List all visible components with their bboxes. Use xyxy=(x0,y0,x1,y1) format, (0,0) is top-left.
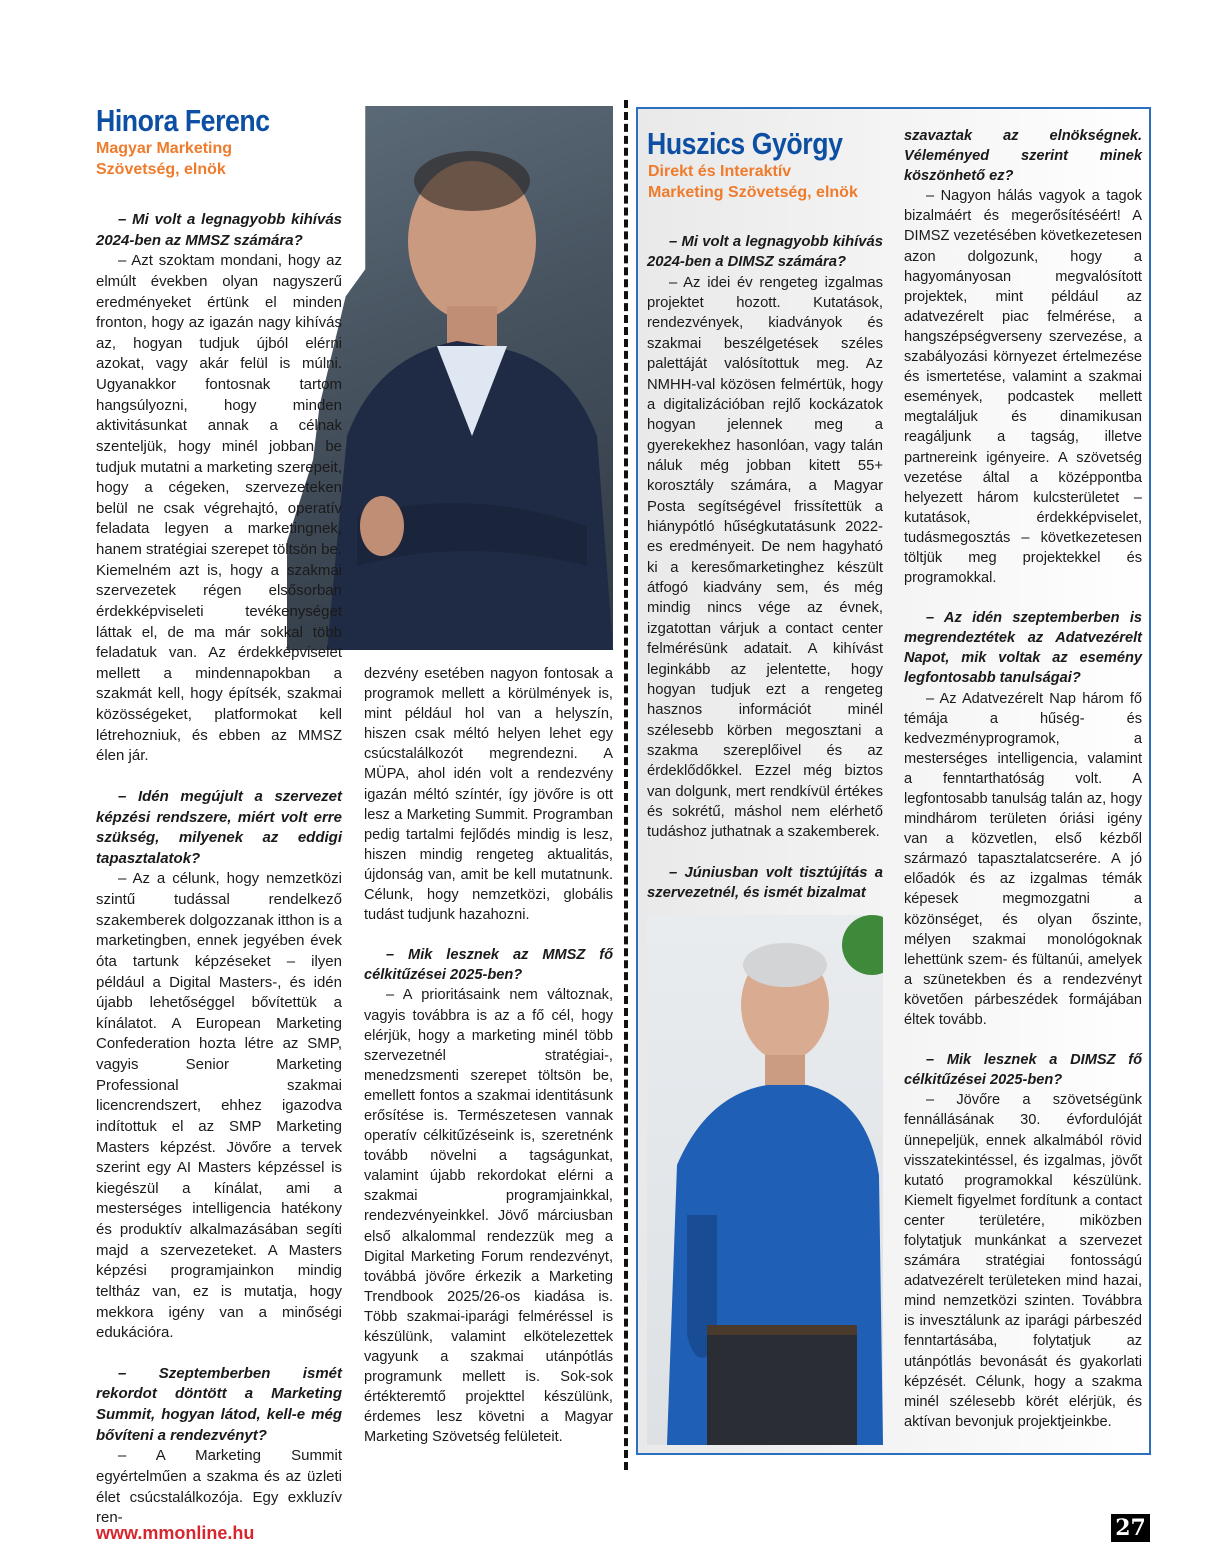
interview-question: – Mi volt a legnagyobb kihívás 2024-ben a DIMSZ számára? xyxy=(647,234,883,271)
left-article-column-2 xyxy=(364,664,613,1448)
website-link[interactable]: www.mmonline.hu xyxy=(96,1523,255,1543)
left-role-line: Szövetség, elnök xyxy=(96,161,226,178)
interview-question: – Mik lesznek a DIMSZ fő célkitűzései 2025-ben? xyxy=(904,1052,1142,1089)
interview-answer: – A prioritásaink nem változnak, vagyis továbbra is az a fő cél, hogy elérjük, hogy a marketing minél több szervezetnél stratégiai-, menedzsmenti szerepet töltsön be, emellett fontos a szakmai identitásunk erősítése is. Természetesen vannak operatív célkitűzéseink is, szeretnénk tovább növelni a tagságunkat, valamint újabb rekordokat elérni a szakmai programjainkkal, rendezvényeinkkel. Jövő márciusban első alkalommal rendezzük meg a Digital Marketing Forum rendezvényt, továbbá jövőre érkezik a Marketing Trendbook 2025/26-os kiadása is. Több szakmai-iparági felméréssel is készülünk, valamint elkötelezettek vagyunk a szakmai utánpótlás programunk mellett is. Sok-sok értékteremtő projekttel készülünk, érdemes lesz követni a Magyar Marketing Szövetség felületeit. xyxy=(364,987,613,1446)
interview-answer: – Az idei év rengeteg izgalmas projektet hozott. Kutatások, rendezvények, kiadványok és szakmai beszélgetések széles palettáját valósítottuk meg. Az NMHH-val közösen felmértük, hogy a digitalizációban rejlő kockázatok hogyan jelennek meg a gyerekekhez hasonlóan, vagy talán náluk még jobban kitett 55+ korosztály számára, a Magyar Posta segítségével frissítettük a hiánypótló hűségkutatásunk 2022-es eredményeit. De nem hagyható ki a keresőmarketinghez készült átfogó kiadvány sem, és még mindig nincs vége az évnek, izgatottan várjuk a contact center felmérésünk adatait. A kihívást leginkább az jelentette, hogy hogyan tudjuk ezt a rengeteg hasznos információt minél szélesebb körben megosztani a szakma szereplőivel és az érdeklődőkkel. Ezzel még biztos van dolgunk, mert rendkívül értékes és sokrétű, máshol nem elérhető tudáshoz juthatnak a szakemberek. xyxy=(647,274,883,841)
right-article-column-1 xyxy=(647,232,883,904)
interview-question: – Mik lesznek az MMSZ fő célkitűzései 2025-ben? xyxy=(364,947,613,984)
interview-question: – Mi volt a legnagyobb kihívás 2024-ben az MMSZ számára? xyxy=(96,211,342,249)
interview-answer: – Az Adatvezérelt Nap három fő témája a hűség- és kedvezményprogramok, a mesterséges intelligencia, valamint a fenntarthatóság volt. A legfontosabb tanulság talán az, hogy mindhárom területen óriási igény van a közvetlen, első kézből származó tapasztalatcserére. A jó előadók és az izgalmas témák képesek megmozgatni a közönséget, és olyan őszinte, mélyen szakmai monológoknak lehettünk szem- és fültanúi, amelyek a szünetekben és a rendezvényt követően párbeszédek formájában éltek tovább. xyxy=(904,690,1142,1029)
interview-question-continued: szavaztak az elnökségnek. Véleményed szerint minek köszönhető ez? xyxy=(904,128,1142,185)
right-article-column-2 xyxy=(904,126,1142,1432)
right-role-line: Marketing Szövetség, elnök xyxy=(648,184,858,201)
left-person-name: Hinora Ferenc xyxy=(96,103,270,138)
interview-question: – Idén megújult a szervezet képzési rendszere, miért volt erre szükség, milyenek az eddigi tapasztalatok? xyxy=(96,787,342,867)
huszics-gyorgy-photo xyxy=(647,915,883,1445)
interview-question: – Szeptemberben ismét rekordot döntött a Marketing Summit, hogyan látod, kell-e még bővíteni a rendezvényt? xyxy=(96,1364,342,1444)
right-person-name: Huszics György xyxy=(647,126,843,161)
interview-question: – Júniusban volt tisztújítás a szervezetnél, és ismét bizalmat xyxy=(647,864,883,902)
page-number: 27 xyxy=(1111,1514,1150,1542)
right-person-role xyxy=(648,161,858,203)
left-role-line: Magyar Marketing xyxy=(96,140,233,157)
left-person-role xyxy=(96,138,232,180)
interview-answer: – Jövőre a szövetségünk fennállásának 30. évfordulóját ünnepeljük, ennek alkalmából rövid visszatekintéssel, és izgalmas, jövőt kutató programokkal készülünk. Kiemelt figyelmet fordítunk a contact center területére, miközben folytatjuk munkánkat a szervezet számára stratégiai fontosságú adatvezérelt területeken mind hazai, mind nemzetközi szinten. Továbbra is invesztálunk az iparági párbeszéd fenntartásába, folytatjuk az utánpótlás bevonását és gyakorlati képzését. Célunk, hogy a szakma minél szélesebb körét elérjük, és aktívan bevonjuk projektjeinkbe. xyxy=(904,1092,1142,1430)
interview-answer: – Az a célunk, hogy nemzetközi szintű tudással rendelkező szakemberek dolgozzanak itthon is a marketingben, ennek jegyében évek óta tartunk képzéseket – ilyen például a Digital Masters-, és idén újabb lehetőséggel bővítettük a kínálatot. A European Marketing Confederation hozta létre az SMP, vagyis Senior Marketing Professional szakmai licencrendszert, ehhez igazodva indítottuk el az SMP Marketing Masters képzést. Jövőre a tervek szerint egy AI Masters képzéssel is kiegészül a kínálat, ami a mesterséges intelligencia hatékony és produktív alkalmazásában segíti majd a szervezeteket. A Masters képzési programjainkon mindig teltház van, ez is mutatja, hogy mekkora igény van a minőségi edukációra. xyxy=(96,870,342,1342)
right-role-line: Direkt és Interaktív xyxy=(648,163,792,180)
interview-answer: – Azt szoktam mondani, hogy az elmúlt években olyan nagyszerű eredményeket értünk el minden fronton, hogy az igazán nagy kihívás az, hogyan tudjuk újból elérni azokat, vagy akár felül is múlni. Ugyanakkor fontosnak tartom hangsúlyozni, hogy minden aktivitásunkat annak a célnak szenteljük, hogy minél jobban be tudjuk mutatni a marketing szerepeit, hogy a cégeken, szervezeteken belül ne csak végrehajtó, operatív feladata legyen a marketingnek, hanem stratégiai szerepet töltsön be. Kiemelném azt is, hogy a szakmai szervezetek régen elsősorban érdekképviseleti tevékenységet láttak el, de ma már sokkal több feladatuk van. Az érdekképviselet mellett a mindennapokban a szakmát kell, hogy építsék, szakmai közösségeket, platformokat kell létrehozniuk, és ebben az MMSZ élen jár. xyxy=(96,252,342,765)
left-article-column-1 xyxy=(96,210,342,1529)
interview-answer-continued: dezvény esetében nagyon fontosak a programok mellett a körülmények is, mint például hol van a helyszín, hiszen csak méltó helyen lehet egy csúcstalálkozót megrendezni. A MÜPA, ahol idén volt a rendezvény igazán méltó színtér, így jövőre is ott lesz a Marketing Summit. Programban pedig tartalmi fejlődés mindig is lesz, hiszen mindig rengeteg aktualitás, újdonság van, amit be kell mutatnunk. Célunk, hogy nemzetközi, globális tudást tudjunk hazahozni. xyxy=(364,666,613,924)
column-divider-dashed xyxy=(624,100,628,1470)
interview-answer: – A Marketing Summit egyértelműen a szakma és az üzleti élet csúcstalálkozója. Egy exkluzív ren- xyxy=(96,1447,342,1527)
interview-question: – Az idén szeptemberben is megrendeztétek az Adatvezérelt Napot, mik voltak az esemény legfontosabb tanulságai? xyxy=(904,610,1142,687)
interview-answer: – Nagyon hálás vagyok a tagok bizalmáért és megerősítéséért! A DIMSZ vezetésében következetesen azon dolgozunk, hogy a hagyományosan megvalósított projektek, mint például az adatvezérelt piac felmérése, a hangszépségverseny szervezése, a szabályozási környezet értelmezése és ismertetése, valamint a szakmai események, podcastek mellett megtaláljuk és dinamikusan reagáljunk a tagság, illetve partnereink igényeire. A szövetség vezetése által a középpontba helyezett három kulcsterületet – kutatások, érdekképviselet, tudásmegosztás – következetesen töltjük meg projektekkel és programokkal. xyxy=(904,188,1142,587)
